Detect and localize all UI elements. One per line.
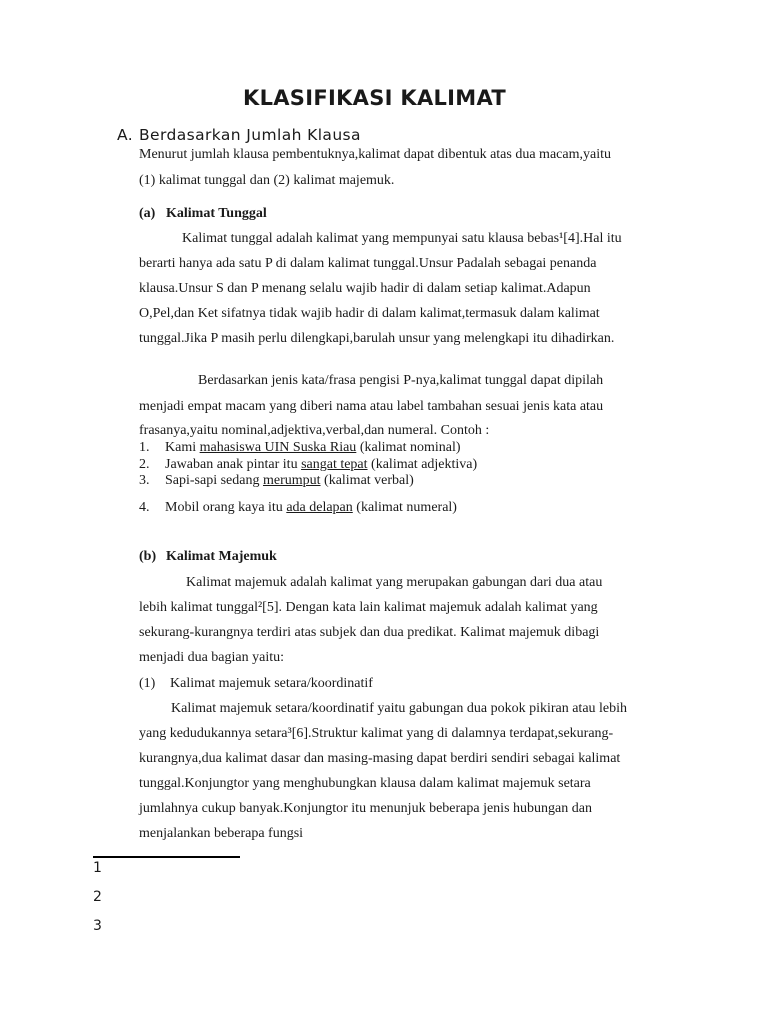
example-predicate: merumput <box>262 473 321 488</box>
sub-1-label: Kalimat majemuk setara/koordinatif <box>170 676 373 691</box>
example-number: 3. <box>139 473 150 488</box>
tunggal-para2-line: menjadi empat macam yang diberi nama atau label tambahan sesuai jenis kata atau <box>139 399 604 414</box>
majemuk-para1-line: sekurang-kurangnya terdiri atas subjek dan dua predikat. Kalimat majemuk dibagi <box>139 625 600 640</box>
tunggal-para1-line: Kalimat tunggal adalah kalimat yang mempunyai satu klausa bebas¹[4].Hal itu <box>182 231 622 246</box>
section-a-heading: Berdasarkan Jumlah Klausa <box>139 126 361 144</box>
footnote-number: 2 <box>93 889 102 905</box>
example-type: (kalimat nominal) <box>356 440 461 455</box>
example-type: (kalimat numeral) <box>352 500 457 515</box>
page-title: KLASIFIKASI KALIMAT <box>243 86 507 110</box>
example-item <box>139 457 477 473</box>
footnote-number: 1 <box>93 860 102 876</box>
section-a-letter: A. <box>117 126 134 144</box>
tunggal-para2-line: frasanya,yaitu nominal,adjektiva,verbal,dan numeral. Contoh : <box>139 423 490 438</box>
example-item <box>139 473 414 489</box>
example-number: 2. <box>139 457 150 472</box>
example-item <box>139 500 457 516</box>
majemuk-para2-line: Kalimat majemuk setara/koordinatif yaitu gabungan dua pokok pikiran atau lebih <box>171 701 628 716</box>
subsection-a-marker: (a) <box>139 206 156 221</box>
example-text: Sapi-sapi sedang <box>165 473 263 488</box>
tunggal-para1-line: berarti hanya ada satu P di dalam kalimat tunggal.Unsur Padalah sebagai penanda <box>139 256 597 271</box>
majemuk-para1-line: lebih kalimat tunggal²[5]. Dengan kata lain kalimat majemuk adalah kalimat yang <box>139 600 598 615</box>
intro-line-1: Menurut jumlah klausa pembentuknya,kalimat dapat dibentuk atas dua macam,yaitu <box>139 147 611 162</box>
majemuk-para2-line: jumlahnya cukup banyak.Konjungtor itu menunjuk beberapa jenis hubungan dan <box>139 801 592 816</box>
majemuk-para2-line: tunggal.Konjungtor yang menghubungkan klausa dalam kalimat majemuk setara <box>139 776 591 791</box>
example-type: (kalimat adjektiva) <box>367 457 478 472</box>
example-text: Kami <box>165 440 200 455</box>
example-number: 1. <box>139 440 150 455</box>
sub-1-marker: (1) <box>139 676 156 691</box>
tunggal-para1-line: O,Pel,dan Ket sifatnya tidak wajib hadir di dalam kalimat,termasuk dalam kalimat <box>139 306 600 321</box>
majemuk-para2-line: yang kedudukannya setara³[6].Struktur kalimat yang di dalamnya terdapat,sekurang- <box>139 726 614 741</box>
example-type: (kalimat verbal) <box>320 473 414 488</box>
example-item <box>139 440 461 456</box>
majemuk-para2-line: kurangnya,dua kalimat dasar dan masing-masing dapat berdiri sendiri sebagai kalimat <box>139 751 621 766</box>
tunggal-para1-line: tunggal.Jika P masih perlu dilengkapi,barulah unsur yang melengkapi itu dihadirkan. <box>139 331 615 346</box>
example-number: 4. <box>139 500 150 515</box>
subsection-b-heading: Kalimat Majemuk <box>166 549 277 564</box>
footnote-number: 3 <box>93 918 102 934</box>
example-predicate: mahasiswa UIN Suska Riau <box>199 440 357 455</box>
subsection-a-heading: Kalimat Tunggal <box>166 206 267 221</box>
footnote-separator <box>93 856 240 858</box>
majemuk-para1-line: Kalimat majemuk adalah kalimat yang merupakan gabungan dari dua atau <box>186 575 603 590</box>
example-predicate: ada delapan <box>286 500 353 515</box>
majemuk-para1-line: menjadi dua bagian yaitu: <box>139 650 285 665</box>
example-text: Jawaban anak pintar itu <box>165 457 302 472</box>
subsection-b-marker: (b) <box>139 549 157 564</box>
intro-line-2: (1) kalimat tunggal dan (2) kalimat majemuk. <box>139 173 395 188</box>
tunggal-para2-line: Berdasarkan jenis kata/frasa pengisi P-nya,kalimat tunggal dapat dipilah <box>198 373 604 388</box>
example-predicate: sangat tepat <box>301 457 368 472</box>
example-text: Mobil orang kaya itu <box>165 500 287 515</box>
tunggal-para1-line: klausa.Unsur S dan P menang selalu wajib hadir di dalam setiap kalimat.Adapun <box>139 281 591 296</box>
majemuk-para2-line: menjalankan beberapa fungsi <box>139 826 304 841</box>
